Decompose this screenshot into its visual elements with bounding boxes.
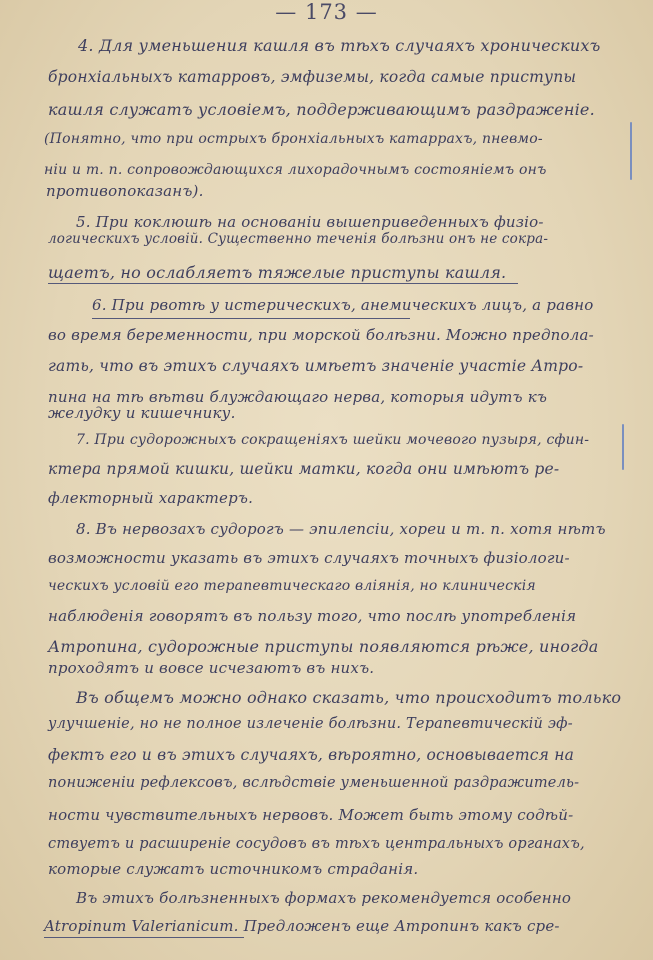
- text-line: возможности указать въ этихъ случаяхъ точныхъ физіологи-: [48, 549, 570, 567]
- text-line: во время беременности, при морской болѣзни. Можно предпола-: [48, 326, 594, 344]
- text-line: наблюденія говорятъ въ пользу того, что послѣ употребленія: [48, 607, 577, 625]
- text-line: ческихъ условій его терапевтическаго вліянія, но клиническія: [48, 578, 536, 594]
- text-line: щаетъ, но ослабляетъ тяжелые приступы кашля.: [48, 263, 507, 282]
- text-line: которые служатъ источникомъ страданія.: [48, 860, 419, 878]
- text-underline: [44, 937, 244, 938]
- text-line: Atropinum Valerianicum. Предложенъ еще Атропинъ какъ сре-: [44, 917, 560, 935]
- text-line: гать, что въ этихъ случаяхъ имѣетъ значеніе участіе Атро-: [48, 357, 584, 375]
- text-line: бронхіальныхъ катарровъ, эмфиземы, когда самые приступы: [48, 68, 577, 86]
- text-line: 6. При рвотѣ у истерическихъ, анемическихъ лицъ, а равно: [92, 296, 594, 314]
- text-line: Въ общемъ можно однако сказать, что происходитъ только: [76, 688, 622, 707]
- text-line: логическихъ условій. Существенно теченія болѣзни онъ не сокра-: [48, 231, 549, 247]
- text-line: ніи и т. п. сопровождающихся лихорадочнымъ состояніемъ онъ: [44, 162, 547, 178]
- text-line: ствуетъ и расширеніе сосудовъ въ тѣхъ центральныхъ органахъ,: [48, 836, 585, 852]
- margin-bracket: [630, 122, 632, 180]
- text-line: желудку и кишечнику.: [48, 404, 236, 422]
- text-line: улучшеніе, но не полное излеченіе болѣзни. Терапевтическій эф-: [48, 716, 573, 732]
- text-line: Атропина, судорожные приступы появляются рѣже, иногда: [48, 637, 599, 656]
- text-line: 4. Для уменьшения кашля въ тѣхъ случаяхъ хроническихъ: [78, 36, 601, 55]
- text-line: проходятъ и вовсе исчезаютъ въ нихъ.: [48, 659, 375, 677]
- text-line: 5. При коклюшѣ на основаніи вышеприведенныхъ физіо-: [76, 213, 544, 231]
- margin-bracket: [622, 424, 624, 470]
- text-line: противопоказанъ).: [46, 182, 204, 200]
- text-line: фектъ его и въ этихъ случаяхъ, вѣроятно, основывается на: [48, 746, 575, 764]
- text-line: (Понятно, что при острыхъ бронхіальныхъ катаррахъ, пневмо-: [44, 131, 543, 147]
- text-line: ктера прямой кишки, шейки матки, когда они имѣютъ ре-: [48, 460, 560, 478]
- page-number: — 173 —: [275, 0, 378, 24]
- text-line: 7. При судорожныхъ сокращеніяхъ шейки мочевого пузыря, сфин-: [76, 432, 590, 448]
- text-underline: [48, 283, 518, 284]
- text-line: Въ этихъ болѣзненныхъ формахъ рекомендуется особенно: [76, 889, 572, 907]
- text-line: 8. Въ нервозахъ судорогъ — эпилепсіи, хореи и т. п. хотя нѣтъ: [76, 520, 606, 538]
- text-line: ности чувствительныхъ нервовъ. Может быть этому содѣй-: [48, 806, 574, 824]
- text-line: флекторный характеръ.: [48, 489, 254, 507]
- text-underline: [92, 318, 410, 319]
- text-line: пина на тѣ вѣтви блуждающаго нерва, которыя идутъ къ: [48, 388, 548, 406]
- text-line: кашля служатъ условіемъ, поддерживающимъ раздраженіе.: [48, 100, 595, 119]
- text-line: пониженіи рефлексовъ, вслѣдствіе уменьшенной раздражитель-: [48, 775, 580, 791]
